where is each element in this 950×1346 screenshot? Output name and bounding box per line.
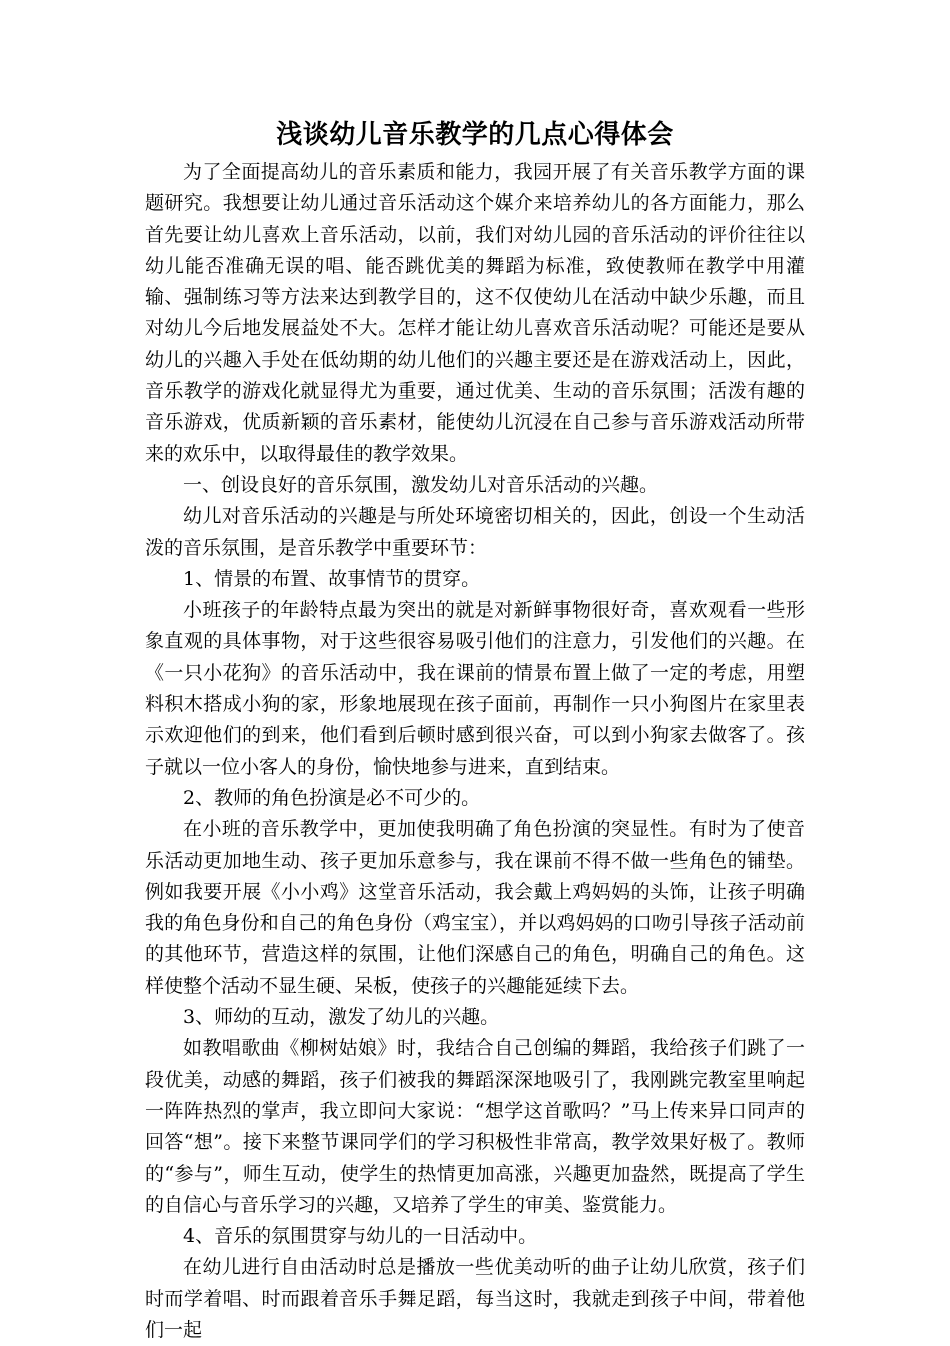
document-title: 浅谈幼儿音乐教学的几点心得体会 [276, 120, 674, 150]
subheading-4: 4、音乐的氛围贯穿与幼儿的一日活动中。 [183, 1225, 538, 1248]
section-heading-1: 一、创设良好的音乐氛围，激发幼儿对音乐活动的兴趣。 [183, 473, 659, 496]
paragraph-intro: 为了全面提高幼儿的音乐素质和能力，我园开展了有关音乐教学方面的课题研究。我想要让幼儿通过音乐活动这个媒介来培养幼儿的各方面能力，那么首先要让幼儿喜欢上音乐活动，以前，我们对幼儿园的音乐活动的评价往往以幼儿能否准确无误的唱、能否跳优美的舞蹈为标准，致使教师在教学中用灌输、强制练习等方法来达到教学目的，这不仅使幼儿在活动中缺少乐趣，而且对幼儿今后地发展益处不大。怎样才能让幼儿喜欢音乐活动呢？可能还是要从幼儿的兴趣入手处在低幼期的幼儿他们的兴趣主要还是在游戏活动上，因此，音乐教学的游戏化就显得尤为重要，通过优美、生动的音乐氛围；活泼有趣的音乐游戏，优质新颖的音乐素材，能使幼儿沉浸在自己参与音乐游戏活动所带来的欢乐中，以取得最佳的教学效果。 [145, 161, 805, 465]
paragraph-subheading-3: 如教唱歌曲《柳树姑娘》时，我结合自己创编的舞蹈，我给孩子们跳了一段优美，动感的舞蹈，孩子们被我的舞蹈深深地吸引了，我刚跳完教室里响起一阵阵热烈的掌声，我立即问大家说：“想学这首歌吗？”马上传来异口同声的回答“想”。接下来整节课同学们的学习积极性非常高，教学效果好极了。教师的“参与”，师生互动，使学生的热情更加高涨，兴趣更加盎然，既提高了学生的自信心与音乐学习的兴趣，又培养了学生的审美、鉴赏能力。 [145, 1037, 805, 1216]
paragraph-subheading-2: 在小班的音乐教学中，更加使我明确了角色扮演的突显性。有时为了使音乐活动更加地生动、孩子更加乐意参与，我在课前不得不做一些角色的铺垫。例如我要开展《小小鸡》这堂音乐活动，我会戴上鸡妈妈的头饰，让孩子明确我的角色身份和自己的角色身份（鸡宝宝），并以鸡妈妈的口吻引导孩子活动前的其他环节，营造这样的氛围，让他们深感自己的角色，明确自己的角色。这样使整个活动不显生硬、呆板，使孩子的兴趣能延续下去。 [145, 818, 805, 997]
paragraph-subheading-1: 小班孩子的年龄特点最为突出的就是对新鲜事物很好奇，喜欢观看一些形象直观的具体事物，对于这些很容易吸引他们的注意力，引发他们的兴趣。在《一只小花狗》的音乐活动中，我在课前的情景布置上做了一定的考虑，用塑料积木搭成小狗的家，形象地展现在孩子面前，再制作一只小狗图片在家里表示欢迎他们的到来，他们看到后顿时感到很兴奋，可以到小狗家去做客了。孩子就以一位小客人的身份，愉快地参与进来，直到结束。 [145, 599, 805, 778]
paragraph-section-1: 幼儿对音乐活动的兴趣是与所处环境密切相关的，因此，创设一个生动活泼的音乐氛围，是音乐教学中重要环节： [145, 505, 805, 559]
subheading-3: 3、师幼的互动，激发了幼儿的兴趣。 [183, 1006, 500, 1029]
subheading-2: 2、教师的角色扮演是必不可少的。 [183, 786, 481, 809]
paragraph-subheading-4: 在幼儿进行自由活动时总是播放一些优美动听的曲子让幼儿欣赏，孩子们时而学着唱、时而跟着音乐手舞足蹈，每当这时，我就走到孩子中间，带着他们一起 [145, 1256, 805, 1341]
subheading-1: 1、情景的布置、故事情节的贯穿。 [183, 567, 481, 590]
document-page [145, 116, 805, 1346]
